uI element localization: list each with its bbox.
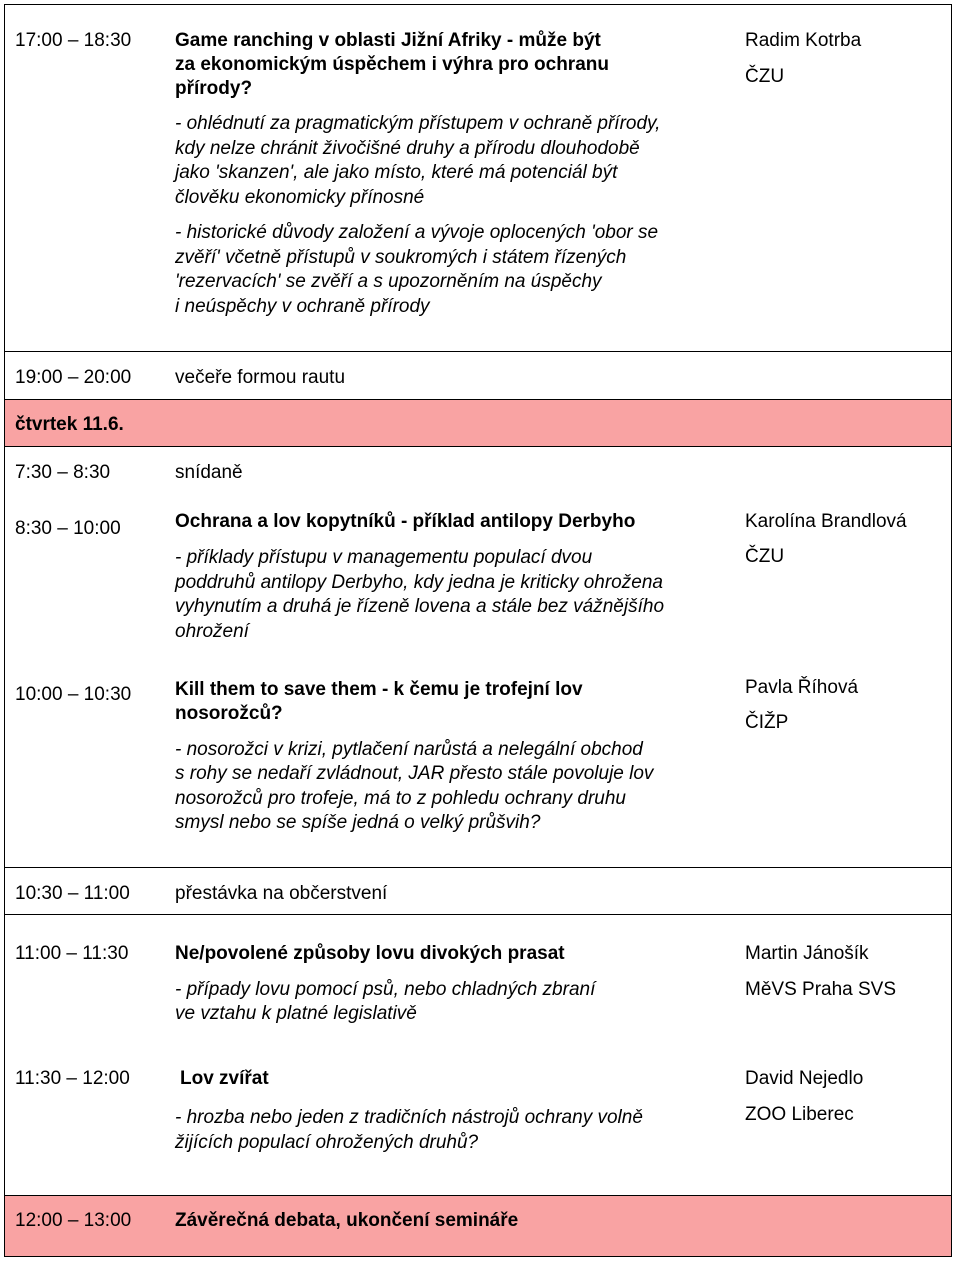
speaker-org: ČIŽP [745,712,789,733]
session-time: 11:30 – 12:00 [15,1068,130,1089]
session-description: kdy nelze chránit živočišné druhy a přírodu dlouhodobě [175,138,640,159]
session-description: - případy lovu pomocí psů, nebo chladných zbraní [175,979,596,1000]
session-description: - příklady přístupu v managementu populací dvou [175,547,593,568]
session-description: poddruhů antilopy Derbyho, kdy jedna je kriticky ohrožena [175,572,663,593]
session-title: přírody? [175,78,253,99]
speaker-name: David Nejedlo [745,1068,864,1089]
session-time: 17:00 – 18:30 [15,30,132,51]
session-title: Game ranching v oblasti Jižní Afriky - může být [175,30,601,51]
session-title: snídaně [175,462,243,483]
speaker-org: ČZU [745,66,785,87]
session-time: 12:00 – 13:00 [15,1210,132,1231]
session-title: Lov zvířat [180,1068,269,1089]
day-header: čtvrtek 11.6. [15,414,124,435]
session-time: 10:00 – 10:30 [15,684,132,705]
row-divider [4,914,952,915]
session-time: 7:30 – 8:30 [15,462,111,483]
session-description: smysl nebo se spíše jedná o velký průšvih? [175,812,541,833]
session-description: - nosorožci v krizi, pytlačení narůstá a nelegální obchod [175,739,643,760]
session-title: za ekonomickým úspěchem i výhra pro ochranu [175,54,609,75]
session-description: ve vztahu k platné legislativě [175,1003,417,1024]
session-title: přestávka na občerstvení [175,883,388,904]
session-description: vyhynutím a druhá je řízeně lovena a stále bez vážnějšího [175,596,665,617]
session-title: Závěrečná debata, ukončení semináře [175,1210,519,1231]
row-divider [4,446,952,447]
speaker-org: MěVS Praha SVS [745,979,897,1000]
session-description: žijících populací ohrožených druhů? [175,1132,479,1153]
speaker-name: Karolína Brandlová [745,511,907,532]
session-description: zvěří' včetně přístupů v soukromých i státem řízených [175,247,627,268]
session-title: večeře formou rautu [175,367,346,388]
day-header-band [5,400,951,446]
session-time: 11:00 – 11:30 [15,943,129,964]
session-title: Kill them to save them - k čemu je trofejní lov [175,679,583,700]
session-description: nosorožců pro trofeje, má to z pohledu ochrany druhu [175,788,626,809]
session-description: - hrozba nebo jeden z tradičních nástrojů ochrany volně [175,1107,643,1128]
session-description: - ohlédnutí za pragmatickým přístupem v ochraně přírody, [175,113,661,134]
speaker-name: Martin Jánošík [745,943,869,964]
session-title: Ochrana a lov kopytníků - příklad antilopy Derbyho [175,511,636,532]
speaker-org: ČZU [745,546,785,567]
session-description: jako 'skanzen', ale jako místo, které má potenciál být [175,162,618,183]
speaker-name: Pavla Říhová [745,677,859,698]
session-title: Ne/povolené způsoby lovu divokých prasat [175,943,565,964]
session-description: - historické důvody založení a vývoje oplocených 'obor se [175,222,659,243]
session-time: 8:30 – 10:00 [15,518,121,539]
row-divider [4,351,952,352]
session-description: i neúspěchy v ochraně přírody [175,296,430,317]
session-description: člověku ekonomicky přínosné [175,187,425,208]
row-divider [4,867,952,868]
session-description: 'rezervacích' se zvěří a s upozorněním na úspěchy [175,271,602,292]
session-time: 10:30 – 11:00 [15,883,130,904]
session-description: ohrožení [175,621,249,642]
session-description: s rohy se nedaří zvládnout, JAR přesto stále povoluje lov [175,763,654,784]
speaker-name: Radim Kotrba [745,30,862,51]
session-time: 19:00 – 20:00 [15,367,132,388]
session-title: nosorožců? [175,703,283,724]
speaker-org: ZOO Liberec [745,1104,854,1125]
